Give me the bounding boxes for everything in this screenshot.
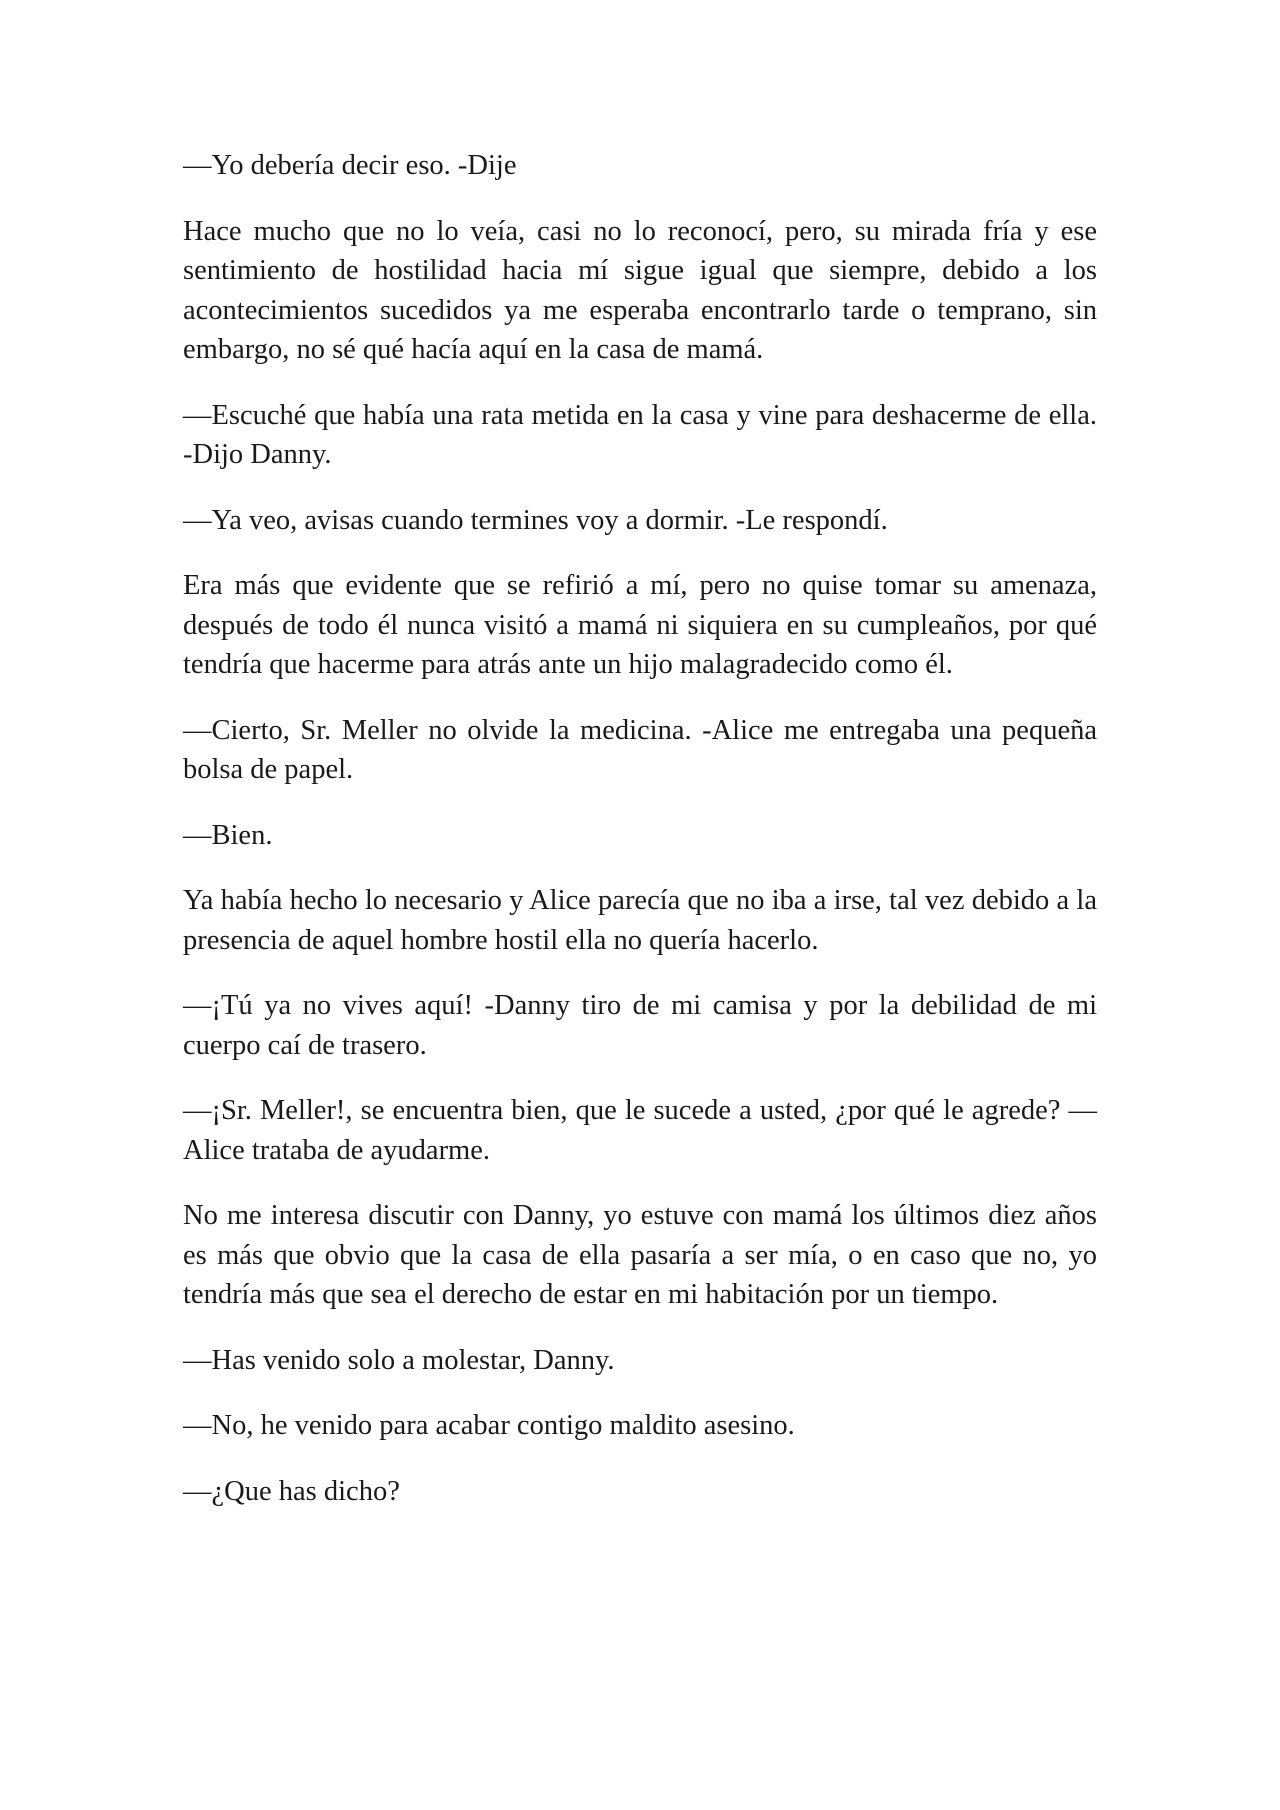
paragraph-7: —Bien. <box>183 819 273 851</box>
paragraph-11: No me interesa discutir con Danny, yo estuve con mamá los últimos diez años es más que obvio que la casa de ella pasaría a ser mía, o en caso que no, yo tendría más que sea el derecho de estar en mi habitación por un tiempo. <box>183 1200 1097 1310</box>
paragraph-6: —Cierto, Sr. Meller no olvide la medicina. -Alice me entregaba una pequeña bolsa de papel. <box>183 714 1097 785</box>
paragraph-14: —¿Que has dicho? <box>183 1475 400 1507</box>
paragraph-8: Ya había hecho lo necesario y Alice parecía que no iba a irse, tal vez debido a la presencia de aquel hombre hostil ella no quería hacerlo. <box>183 885 1097 956</box>
document-page <box>183 146 1097 1537</box>
paragraph-2: Hace mucho que no lo veía, casi no lo reconocí, pero, su mirada fría y ese sentimiento de hostilidad hacia mí sigue igual que siempre, debido a los acontecimientos sucedidos ya me esperaba encontrarlo tarde o temprano, sin embargo, no sé qué hacía aquí en la casa de mamá. <box>183 215 1097 365</box>
paragraph-9: —¡Tú ya no vives aquí! -Danny tiro de mi camisa y por la debilidad de mi cuerpo caí de trasero. <box>183 990 1097 1061</box>
paragraph-5: Era más que evidente que se refirió a mí, pero no quise tomar su amenaza, después de todo él nunca visitó a mamá ni siquiera en su cumpleaños, por qué tendría que hacerme para atrás ante un hijo malagradecido como él. <box>183 570 1097 680</box>
paragraph-1: —Yo debería decir eso. -Dije <box>183 150 517 181</box>
paragraph-4: —Ya veo, avisas cuando termines voy a dormir. -Le respondí. <box>183 504 888 536</box>
paragraph-10: —¡Sr. Meller!, se encuentra bien, que le sucede a usted, ¿por qué le agrede? —Alice trataba de ayudarme. <box>183 1095 1097 1166</box>
paragraph-12: —Has venido solo a molestar, Danny. <box>183 1344 615 1376</box>
paragraph-3: —Escuché que había una rata metida en la casa y vine para deshacerme de ella. -Dijo Danny. <box>183 399 1097 470</box>
paragraph-13: —No, he venido para acabar contigo maldito asesino. <box>183 1410 795 1441</box>
